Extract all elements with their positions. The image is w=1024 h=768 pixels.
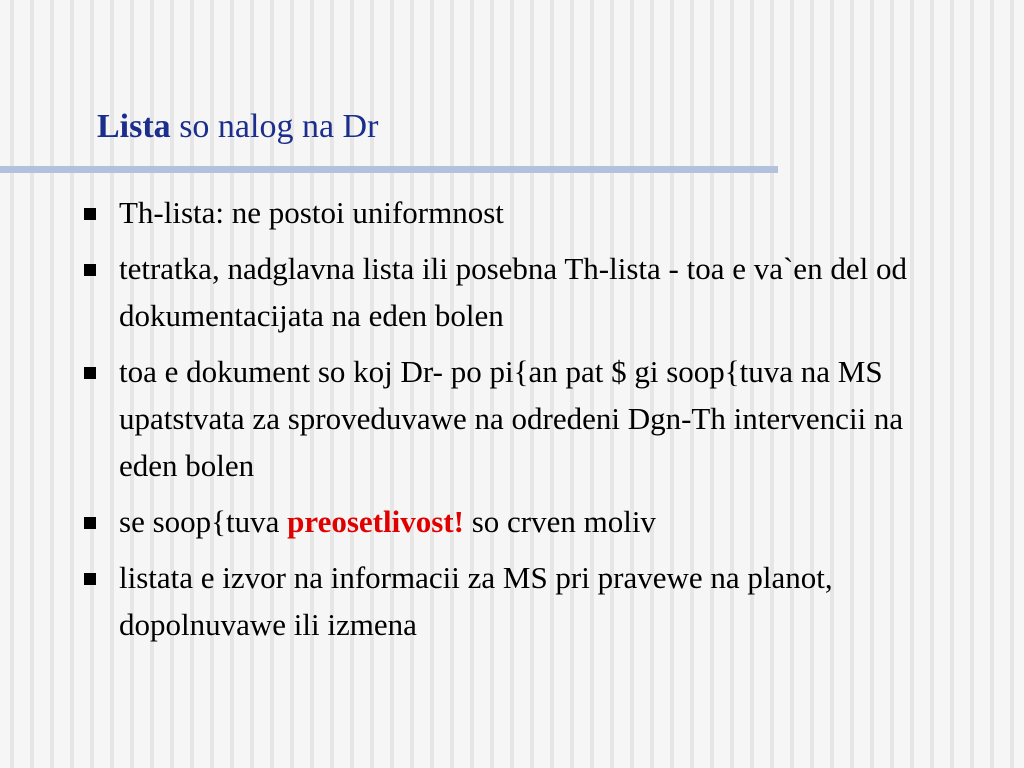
bullet-item: [84, 348, 944, 489]
bullet-text: tetratka, nadglavna lista ili posebna Th-lista - toa e va`en del od dokumentacijata na eden bolen: [119, 251, 907, 333]
slide-title-bold: Lista: [97, 108, 171, 145]
square-bullet-icon: [84, 208, 96, 220]
bullet-text-after: so crven moliv: [463, 504, 656, 539]
bullet-item: [84, 245, 944, 339]
square-bullet-icon: [84, 573, 96, 585]
highlighted-warning-text: preosetlivost!: [287, 504, 464, 539]
bullet-item: [84, 189, 944, 236]
bullet-item: [84, 498, 944, 545]
square-bullet-icon: [84, 264, 96, 276]
bullet-text: listata e izvor na informacii za MS pri pravewe na planot, dopolnuvawe ili izmena: [119, 560, 833, 642]
bullet-text-before: se soop{tuva: [119, 504, 288, 539]
square-bullet-icon: [84, 517, 96, 529]
slide-title: [97, 108, 378, 146]
bullet-text: toa e dokument so koj Dr- po pi{an pat $ gi soop{tuva na MS upatstvata za sproveduvawe na odredeni Dgn-Th intervencii na eden bolen: [119, 354, 904, 483]
bullet-list: [84, 189, 944, 657]
square-bullet-icon: [84, 367, 96, 379]
bullet-text: Th-lista: ne postoi uniformnost: [119, 195, 504, 230]
bullet-item: [84, 554, 944, 648]
title-divider: [0, 166, 778, 173]
slide-title-rest: so nalog na Dr: [170, 108, 379, 145]
